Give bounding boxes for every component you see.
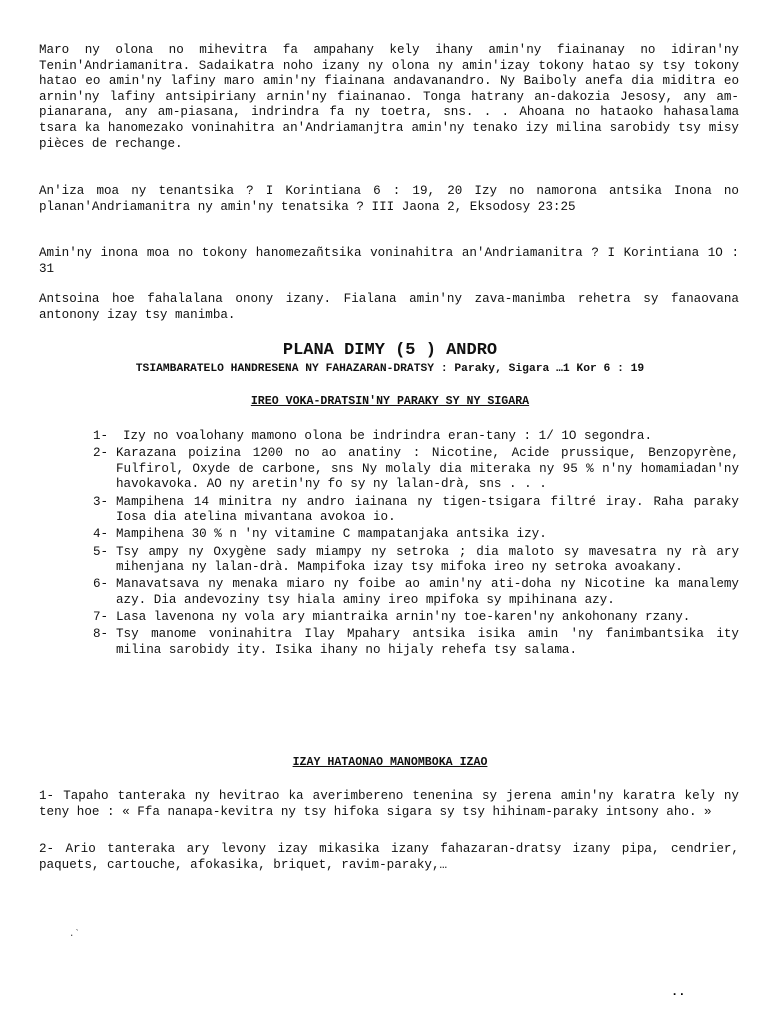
list-item-text: Karazana poizina 1200 no ao anatiny : Nicotine, Acide prussique, Benzopyrène, Fulfirol, Oxyde de carbone, sns Ny molaly dia miteraka ny 95 % n'ny homamiadan'ny havokavoka. AO ny aretin'ny fo sy ny lalan-drà, sns . . .: [116, 446, 739, 492]
list-item-text: Manavatsava ny menaka miaro ny foibe ao amin'ny ati-doha ny Nicotine ka manalemy azy. Dia andevoziny tsy hiala aminy ireo mpifoka sy mpihinana azy.: [116, 577, 739, 607]
question-paragraph-1: An'iza moa ny tenantsika ? I Korintiana 6 : 19, 20 Izy no namorona antsika Inona no planan'Andriamanitra ny amin'ny tenatsika ? III Jaona 2, Eksodosy 23:25: [39, 184, 739, 214]
action-paragraph-2: 2- Ario tanteraka ary levony izay mikasika izany fahazaran-dratsy izany pipa, cendrier, paquets, cartouche, afokasika, briquet, ravim-paraky,…: [39, 842, 739, 872]
list-item-text: Tsy manome voninahitra Ilay Mpahary antsika isika amin 'ny fanimbantsika ity milina sarobidy ity. Isika ihany no hijaly rehefa tsy salama.: [116, 627, 739, 657]
list-item: [93, 429, 739, 445]
list-item-text: Mampihena 14 minitra ny andro iainana ny tigen-tsigara filtré iray. Raha paraky Iosa dia atelina mivantana avokoa io.: [116, 494, 739, 525]
list-item: [93, 527, 739, 543]
list-item: [93, 577, 739, 608]
list-item-number: 1-: [93, 429, 109, 443]
list-item: [93, 495, 739, 526]
list-item-text: Mampihena 30 % n 'ny vitamine C mampatanjaka antsika izy.: [116, 527, 547, 542]
list-item: [93, 545, 739, 576]
intro-paragraph: Maro ny olona no mihevitra fa ampahany kely ihany amin'ny fiainanay no idiran'ny Tenin'Andriamanitra. Sadaikatra noho izany ny olona ny amin'izay tokony hatao sy tsy tokony hatao eo amin'ny lafiny maro amin'ny fiainana andavanandro. Ny Baiboly anefa dia miditra eo arnin'ny lafiny antsipiriany arnin'ny fiainanao. Tonga hatrany an-dakozia Jesosy, any am-pianarana, any am-piasana, indrindra fa ny toetra, sns. . . Ahoana no hataoko hahasalama tsara ka hanomezako voninahitra an'Andriamanjtra amin'ny tenako izy milina sarobidy tsy misy pièces de rechange.: [39, 43, 739, 151]
list-item-number: 5-: [93, 544, 109, 559]
list-item: [93, 627, 739, 658]
list-item-number: 4-: [93, 527, 109, 542]
list-item-number: 2-: [93, 446, 109, 461]
list-item-number: 8-: [93, 627, 109, 642]
list-item-text: Tsy ampy ny Oxygène sady miampy ny setroka ; dia maloto sy mavesatra ny rà ary mihenjana ny lalan-drà. Mampifoka izay tsy mifoka ireo ny setroka avoakany.: [116, 544, 739, 575]
question-paragraph-2: Amin'ny inona moa no tokony hanomezañtsika voninahitra an'Andriamanitra ? I Korintiana 1O : 31: [39, 246, 739, 276]
section-heading-actions: [0, 756, 768, 769]
list-item-number: 7-: [93, 610, 109, 625]
action-paragraph-1: 1- Tapaho tanteraka ny hevitrao ka averimbereno tenenina sy jerena amin'ny karatra kely ny teny hoe : « Ffa nanapa-kevitra ny tsy hifoka sigara sy tsy hihinam-paraky intsony aho. »: [39, 789, 739, 819]
section-heading-actions-text: IZAY HATAONAO MANOMBOKA IZAO: [292, 756, 488, 769]
list-item-number: 3-: [93, 494, 109, 509]
list-item-text: Izy no voalohany mamono olona be indrindra eran-tany : 1/ 1O segondra.: [123, 429, 653, 443]
section-heading-effects: [0, 395, 768, 408]
section-heading-effects-text: IREO VOKA-DRATSIN'NY PARAKY SY NY SIGARA: [250, 395, 530, 408]
page-title: PLANA DIMY (5 ) ANDRO: [282, 341, 498, 360]
list-item: [93, 610, 739, 626]
stray-mark-right: ..: [671, 985, 686, 999]
list-item-text: Lasa lavenona ny vola ary miantraika arnin'ny toe-karen'ny ankohonany rzany.: [116, 610, 691, 625]
effects-list: [93, 429, 739, 660]
moderation-paragraph: Antsoina hoe fahalalana onony izany. Fialana amin'ny zava-manimba rehetra sy fanaovana antonony izay tsy manimba.: [39, 292, 739, 322]
list-item-number: 6-: [93, 577, 109, 592]
page-subtitle: TSIAMBARATELO HANDRESENA NY FAHAZARAN-DRATSY : Paraky, Sigara …1 Kor 6 : 19: [135, 363, 645, 375]
stray-mark-left: .`: [69, 929, 80, 939]
list-item: [93, 446, 739, 493]
